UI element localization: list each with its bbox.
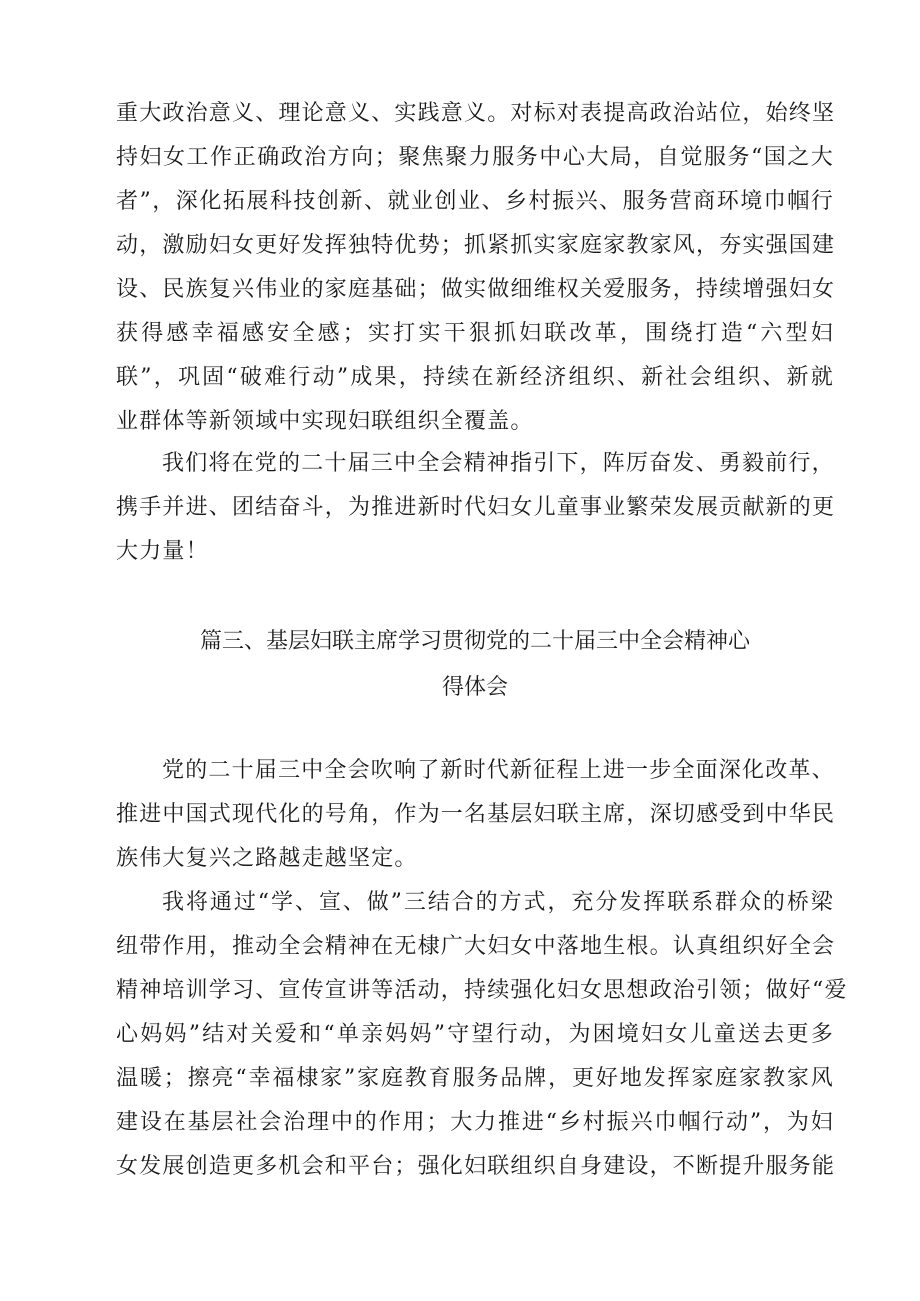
text-line: 心妈妈”结对关爱和“单亲妈妈”守望行动，为困境妇女儿童送去更多 [116, 1022, 834, 1047]
text-line: 重大政治意义、理论意义、实践意义。对标对表提高政治站位，始终坚 [116, 101, 836, 126]
text-line: 联”，巩固“破难行动”成果，持续在新经济组织、新社会组织、新就 [116, 365, 834, 390]
text-line: 推进中国式现代化的号角，作为一名基层妇联主席，深切感受到中华民 [116, 802, 836, 827]
text-line: 业群体等新领域中实现妇联组织全覆盖。 [116, 409, 534, 434]
text-line: 精神培训学习、宣传宣讲等活动，持续强化妇女思想政治引领；做好“爱 [116, 978, 848, 1003]
text-line: 大力量！ [116, 539, 209, 564]
text-line: 女发展创造更多机会和平台；强化妇联组织自身建设，不断提升服务能 [116, 1154, 836, 1179]
text-line: 动，激励妇女更好发挥独特优势；抓紧抓实家庭家教家风，夯实强国建 [116, 233, 836, 258]
text-line: 温暖；擦亮“幸福棣家”家庭教育服务品牌，更好地发挥家庭家教家风 [116, 1066, 834, 1091]
section-heading-line-1: 篇三、基层妇联主席学习贯彻党的二十届三中全会精神心 [199, 629, 750, 654]
text-line: 者”，深化拓展科技创新、就业创业、乡村振兴、服务营商环境巾帼行 [116, 189, 834, 214]
text-line: 设、民族复兴伟业的家庭基础；做实做细维权关爱服务，持续增强妇女 [116, 277, 836, 302]
paragraph-4 [116, 881, 848, 1189]
section-heading [116, 619, 834, 711]
text-line: 建设在基层社会治理中的作用；大力推进“乡村振兴巾帼行动”，为妇 [116, 1110, 834, 1135]
text-line: 我将通过“学、宣、做”三结合的方式，充分发挥联系群众的桥梁 [162, 890, 834, 915]
text-line: 族伟大复兴之路越走越坚定。 [116, 846, 418, 871]
paragraph-1 [116, 92, 834, 444]
text-line: 持妇女工作正确政治方向；聚焦聚力服务中心大局，自觉服务“国之大 [116, 145, 834, 170]
text-line: 党的二十届三中全会吹响了新时代新征程上进一步全面深化改革、 [162, 758, 835, 783]
text-line: 纽带作用，推动全会精神在无棣广大妇女中落地生根。认真组织好全会 [116, 934, 836, 959]
paragraph-3 [116, 749, 834, 881]
section-heading-line-2: 得体会 [441, 675, 508, 700]
text-line: 获得感幸福感安全感；实打实干狠抓妇联改革，围绕打造“六型妇 [116, 321, 834, 346]
text-line: 我们将在党的二十届三中全会精神指引下，阵厉奋发、勇毅前行， [162, 451, 835, 476]
text-line: 携手并进、团结奋斗，为推进新时代妇女儿童事业繁荣发展贡献新的更 [116, 495, 836, 520]
paragraph-2 [116, 442, 834, 574]
